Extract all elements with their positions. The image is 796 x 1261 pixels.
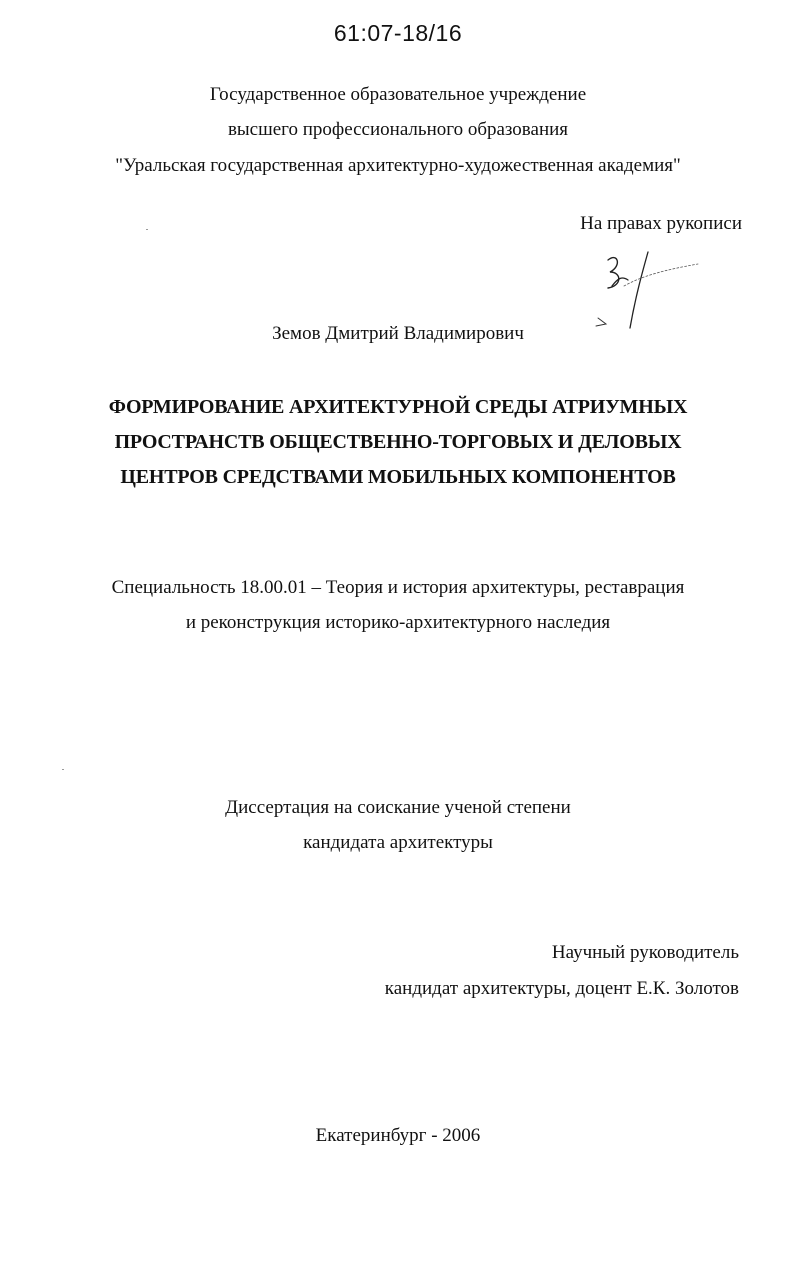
- title-line-1: ФОРМИРОВАНИЕ АРХИТЕКТУРНОЙ СРЕДЫ АТРИУМНЫХ: [108, 396, 688, 418]
- institution-line-1: Государственное образовательное учреждение: [209, 84, 587, 105]
- institution-line-3: "Уральская государственная архитектурно-художественная академия": [115, 155, 681, 176]
- specialty-line-1: Специальность 18.00.01 – Теория и история архитектуры, реставрация: [111, 577, 685, 598]
- institution-line-2: высшего профессионального образования: [227, 119, 569, 140]
- degree-line-1: Диссертация на соискание ученой степени: [225, 797, 571, 818]
- supervisor-label: Научный руководитель: [551, 942, 739, 963]
- title-line-2: ПРОСТРАНСТВ ОБЩЕСТВЕННО-ТОРГОВЫХ И ДЕЛОВЫХ: [114, 431, 682, 453]
- scan-speck: [146, 229, 148, 230]
- degree-line-2: кандидата архитектуры: [303, 832, 493, 853]
- manuscript-note: На правах рукописи: [580, 213, 742, 234]
- scan-speck: [62, 769, 64, 770]
- place-year: Екатеринбург - 2006: [315, 1125, 481, 1146]
- registry-code: 61:07-18/16: [333, 20, 463, 46]
- author-name: Земов Дмитрий Владимирович: [272, 323, 524, 344]
- specialty-line-2: и реконструкция историко-архитектурного наследия: [185, 612, 611, 633]
- supervisor-name: кандидат архитектуры, доцент Е.К. Золотов: [384, 978, 739, 999]
- title-line-3: ЦЕНТРОВ СРЕДСТВАМИ МОБИЛЬНЫХ КОМПОНЕНТОВ: [120, 466, 676, 488]
